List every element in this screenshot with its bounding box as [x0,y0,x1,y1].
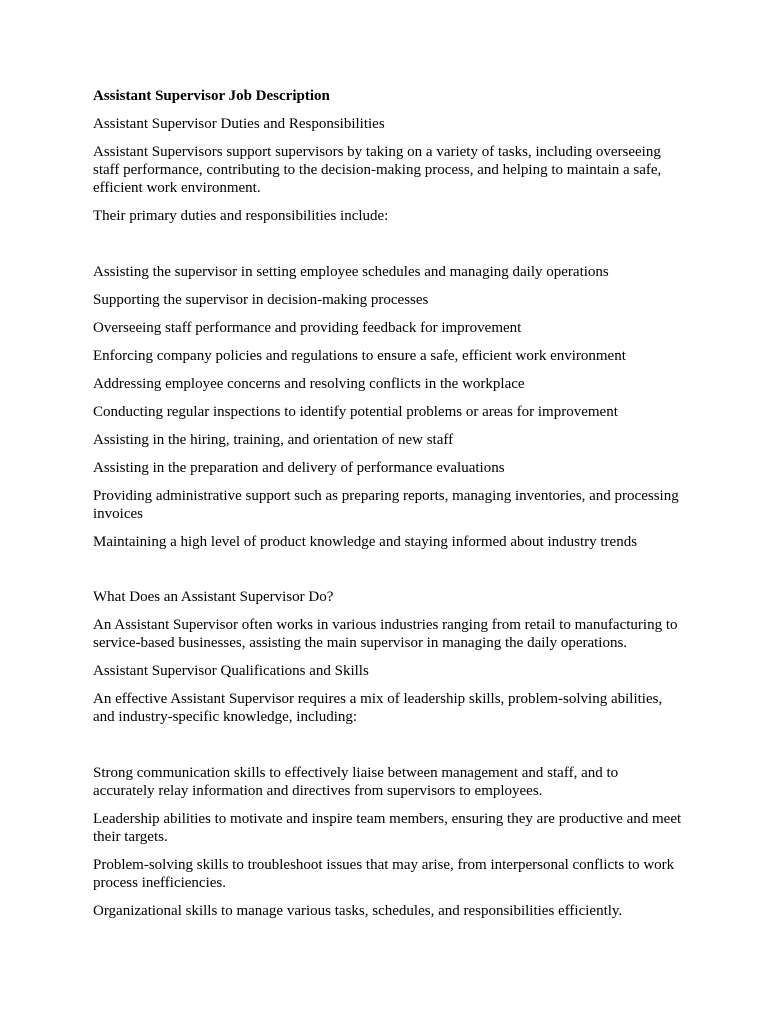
document-page [93,87,683,930]
skill-item: Problem-solving skills to troubleshoot issues that may arise, from interpersonal conflicts to work process inefficiencies. [93,857,675,891]
skills-list [93,764,683,920]
spacer [93,736,683,764]
skill-item: Leadership abilities to motivate and inspire team members, ensuring they are productive and meet their targets. [93,811,682,845]
duty-item: Supporting the supervisor in decision-making processes [93,292,429,308]
skill-item: Organizational skills to manage various tasks, schedules, and responsibilities efficiently. [93,903,623,919]
document-title: Assistant Supervisor Job Description [93,88,330,104]
duty-item: Maintaining a high level of product knowledge and staying informed about industry trends [93,534,638,550]
qualifications-intro: An effective Assistant Supervisor requires a mix of leadership skills, problem-solving abilities, and industry-specific knowledge, including: [93,691,663,725]
intro-paragraph: Assistant Supervisors support supervisors by taking on a variety of tasks, including overseeing staff performance, contributing to the decision-making process, and helping to maintain a safe, efficient work environment. [93,144,662,196]
duty-item: Assisting the supervisor in setting employee schedules and managing daily operations [93,264,609,280]
duty-item: Enforcing company policies and regulations to ensure a safe, efficient work environment [93,348,626,364]
duty-item: Overseeing staff performance and providing feedback for improvement [93,320,522,336]
section-heading-duties: Assistant Supervisor Duties and Responsibilities [93,116,385,132]
section-heading-what-does: What Does an Assistant Supervisor Do? [93,589,334,605]
duty-item: Assisting in the preparation and delivery of performance evaluations [93,460,505,476]
skill-item: Strong communication skills to effectively liaise between management and staff, and to accurately relay information and directives from supervisors to employees. [93,765,619,799]
duty-item: Providing administrative support such as preparing reports, managing inventories, and processing invoices [93,488,679,522]
duties-lead: Their primary duties and responsibilities include: [93,208,389,224]
spacer [93,235,683,263]
spacer [93,561,683,588]
duty-item: Assisting in the hiring, training, and orientation of new staff [93,432,454,448]
section-heading-qualifications: Assistant Supervisor Qualifications and Skills [93,663,369,679]
duty-item: Addressing employee concerns and resolving conflicts in the workplace [93,376,525,392]
duty-item: Conducting regular inspections to identify potential problems or areas for improvement [93,404,618,420]
duties-list [93,263,683,551]
what-does-paragraph: An Assistant Supervisor often works in various industries ranging from retail to manufacturing to service-based businesses, assisting the main supervisor in managing the daily operations. [93,617,678,651]
